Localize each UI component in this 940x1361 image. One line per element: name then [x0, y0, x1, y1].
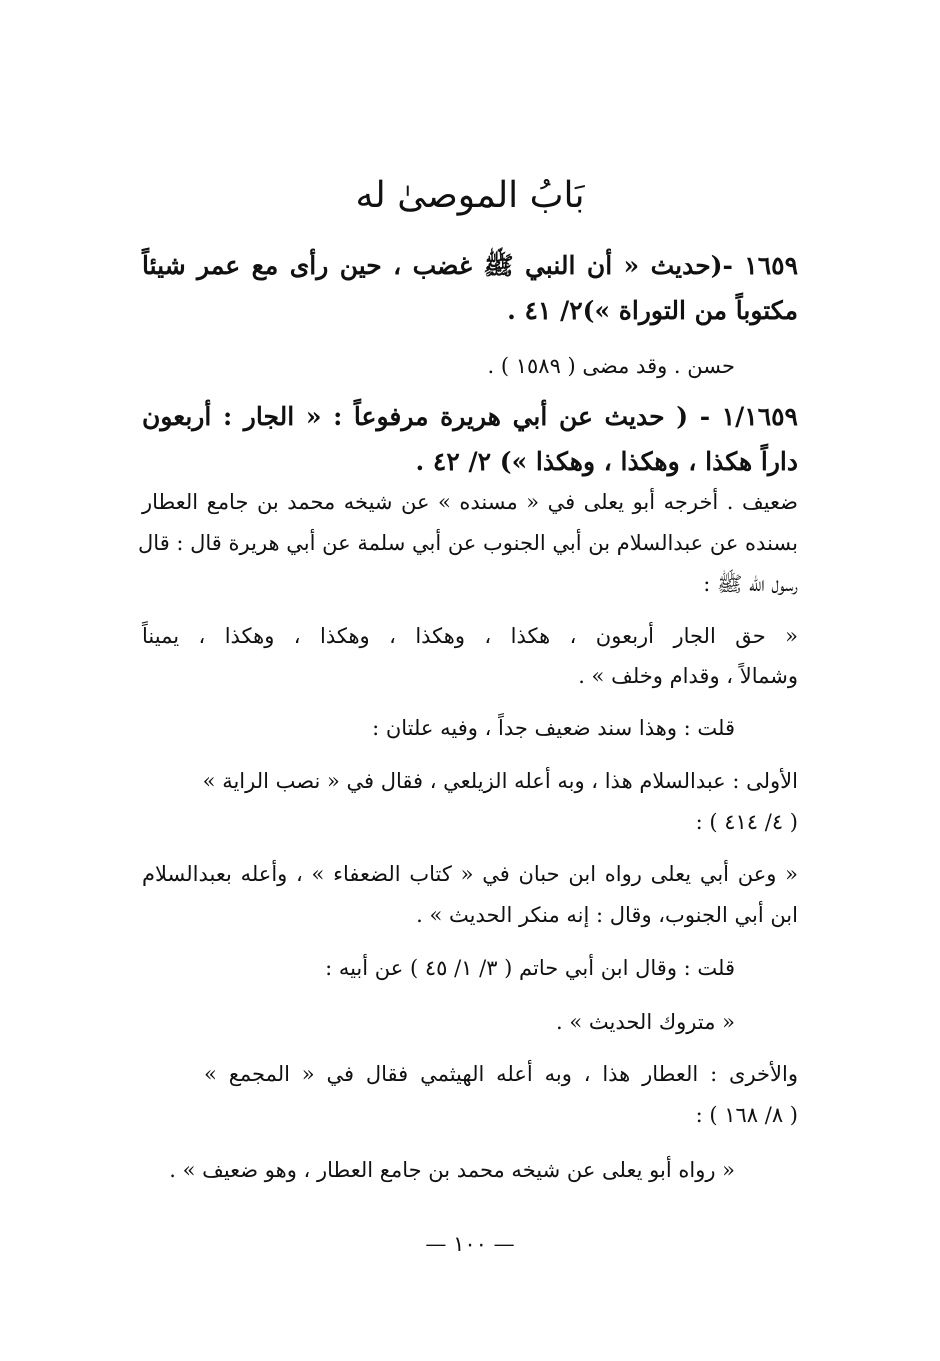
commentary-line-2: بسنده عن عبدالسلام بن أبي الجنوب عن أبي سلمة عن أبي هريرة قال : قال	[138, 531, 798, 555]
second-defect-line-2: ( ٨/ ١٦٨ ) :	[695, 1103, 798, 1127]
zaylai-quote-line-1: « وعن أبي يعلى رواه ابن حبان في « كتاب الضعفاء » ، وأعله بعبدالسلام	[142, 862, 798, 886]
hadith-1659-1-line-2: داراً هكذا ، وهكذا ، وهكذا ») ٢/ ٤٢ .	[415, 447, 798, 476]
hadith-1659-1-line-1: ١/١٦٥٩ - ( حديث عن أبي هريرة مرفوعاً : « الجار : أربعون	[142, 402, 798, 431]
haythami-quote: « رواه أبو يعلى عن شيخه محمد بن جامع العطار ، وهو ضعيف » .	[169, 1158, 735, 1182]
note-two-defects: قلت : وهذا سند ضعيف جداً ، وفيه علتان :	[372, 716, 735, 740]
hadith-1659-line-2: مكتوباً من التوراة »)٢/ ٤١ .	[507, 296, 798, 325]
commentary-line-1: ضعيف . أخرجه أبو يعلى في « مسنده » عن شيخه محمد بن جامع العطار	[142, 490, 798, 514]
matruk-quote: « متروك الحديث » .	[556, 1010, 735, 1034]
hadith-1659-line-1: ١٦٥٩ -(حديث « أن النبي ﷺ غضب ، حين رأى مع عمر شيئاً	[142, 251, 798, 280]
page-number: — ١٠٠ —	[425, 1232, 515, 1256]
commentary-line-3: رسول الله ﷺ :	[703, 572, 798, 596]
grading-1659: حسن . وقد مضى ( ١٥٨٩ ) .	[487, 354, 735, 378]
ibn-abi-hatim-note: قلت : وقال ابن أبي حاتم ( ٣/ ١/ ٤٥ ) عن أبيه :	[325, 956, 735, 980]
first-defect-line-1: الأولى : عبدالسلام هذا ، وبه أعله الزيلعي ، فقال في « نصب الراية »	[202, 769, 798, 793]
chapter-title: بَابُ الموصىٰ له	[355, 175, 585, 216]
quote-line-2: وشمالاً ، وقدام وخلف » .	[578, 664, 798, 688]
zaylai-quote-line-2: ابن أبي الجنوب، وقال : إنه منكر الحديث » .	[416, 903, 798, 927]
first-defect-line-2: ( ٤/ ٤١٤ ) :	[695, 810, 798, 834]
quote-line-1: « حق الجار أربعون ، هكذا ، وهكذا ، وهكذا ، وهكذا ، يميناً	[142, 624, 798, 648]
second-defect-line-1: والأخرى : العطار هذا ، وبه أعله الهيثمي فقال في « المجمع »	[204, 1062, 798, 1086]
